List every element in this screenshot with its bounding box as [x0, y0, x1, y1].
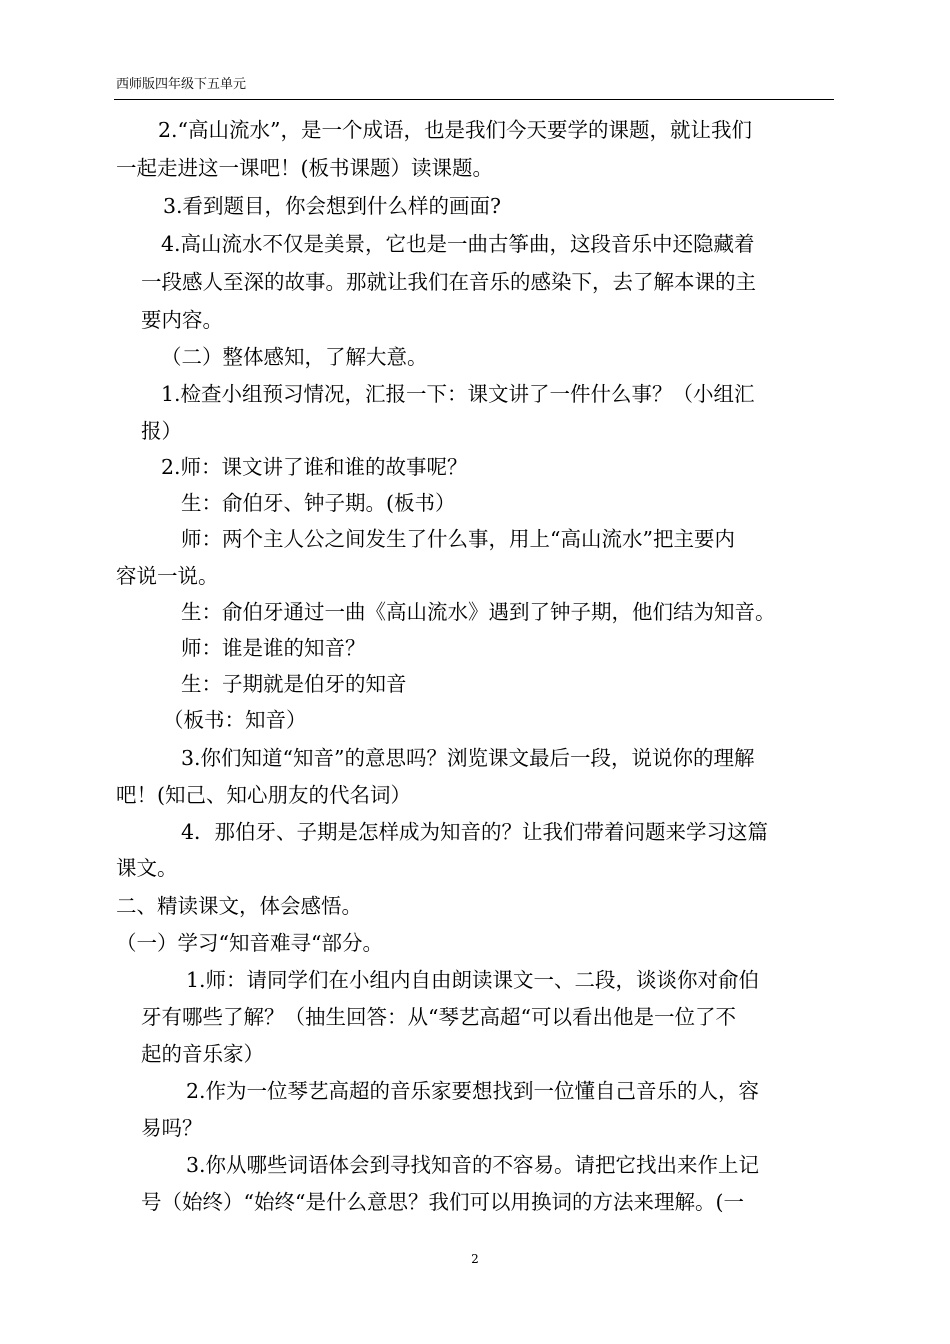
text-line: 生：俞伯牙通过一曲《高山流水》遇到了钟子期，他们结为知音。	[181, 600, 776, 624]
text-line: 2.“高山流水”，是一个成语，也是我们今天要学的课题，就让我们	[158, 118, 753, 142]
text-line: 师：谁是谁的知音？	[181, 636, 366, 660]
text-line: 报）	[141, 419, 182, 443]
section-heading: 二、精读课文，体会感悟。	[116, 894, 362, 918]
text-line: 3.你从哪些词语体会到寻找知音的不容易。请把它找出来作上记	[186, 1153, 760, 1177]
text-line: 一段感人至深的故事。那就让我们在音乐的感染下，去了解本课的主	[141, 270, 756, 294]
text-line: 3.你们知道“知音”的意思吗？浏览课文最后一段，说说你的理解	[181, 746, 755, 770]
text-line: 3.看到题目，你会想到什么样的画面?	[163, 194, 502, 218]
section-heading: （二）整体感知，了解大意。	[161, 345, 428, 369]
text-line: 4.高山流水不仅是美景，它也是一曲古筝曲，这段音乐中还隐藏着	[161, 232, 755, 256]
text-line: 师：两个主人公之间发生了什么事，用上“高山流水”把主要内	[181, 527, 735, 551]
text-line: 牙有哪些了解？（抽生回答：从“琴艺高超“可以看出他是一位了不	[141, 1005, 736, 1029]
text-line: 容说一说。	[116, 564, 219, 588]
subsection-heading: （一）学习“知音难寻“部分。	[116, 931, 383, 955]
text-line: 4．那伯牙、子期是怎样成为知音的？让我们带着问题来学习这篇	[181, 820, 769, 844]
text-line: 易吗？	[141, 1116, 203, 1140]
text-line: 生：子期就是伯牙的知音	[181, 672, 407, 696]
page-header: 西师版四年级下五单元	[116, 77, 247, 92]
header-rule	[114, 99, 834, 100]
text-line: 要内容。	[141, 308, 223, 332]
text-line: 起的音乐家）	[141, 1042, 264, 1066]
text-line: 2.师：课文讲了谁和谁的故事呢？	[161, 455, 468, 479]
text-line: 吧！(知己、知心朋友的代名词）	[116, 783, 411, 807]
text-line: 一起走进这一课吧！(板书课题）读课题。	[116, 156, 493, 180]
text-line: 1.师：请同学们在小组内自由朗读课文一、二段，谈谈你对俞伯	[186, 968, 760, 992]
text-line: 2.作为一位琴艺高超的音乐家要想找到一位懂自己音乐的人，容	[186, 1079, 760, 1103]
text-line: 课文。	[116, 856, 178, 880]
page-number: 2	[471, 1252, 479, 1266]
text-line: （板书：知音）	[163, 708, 307, 732]
text-line: 1.检查小组预习情况，汇报一下：课文讲了一件什么事？（小组汇	[161, 382, 755, 406]
text-line: 生：俞伯牙、钟子期。(板书）	[181, 491, 456, 515]
text-line: 号（始终）“始终“是什么意思？我们可以用换词的方法来理解。(一	[141, 1190, 744, 1214]
